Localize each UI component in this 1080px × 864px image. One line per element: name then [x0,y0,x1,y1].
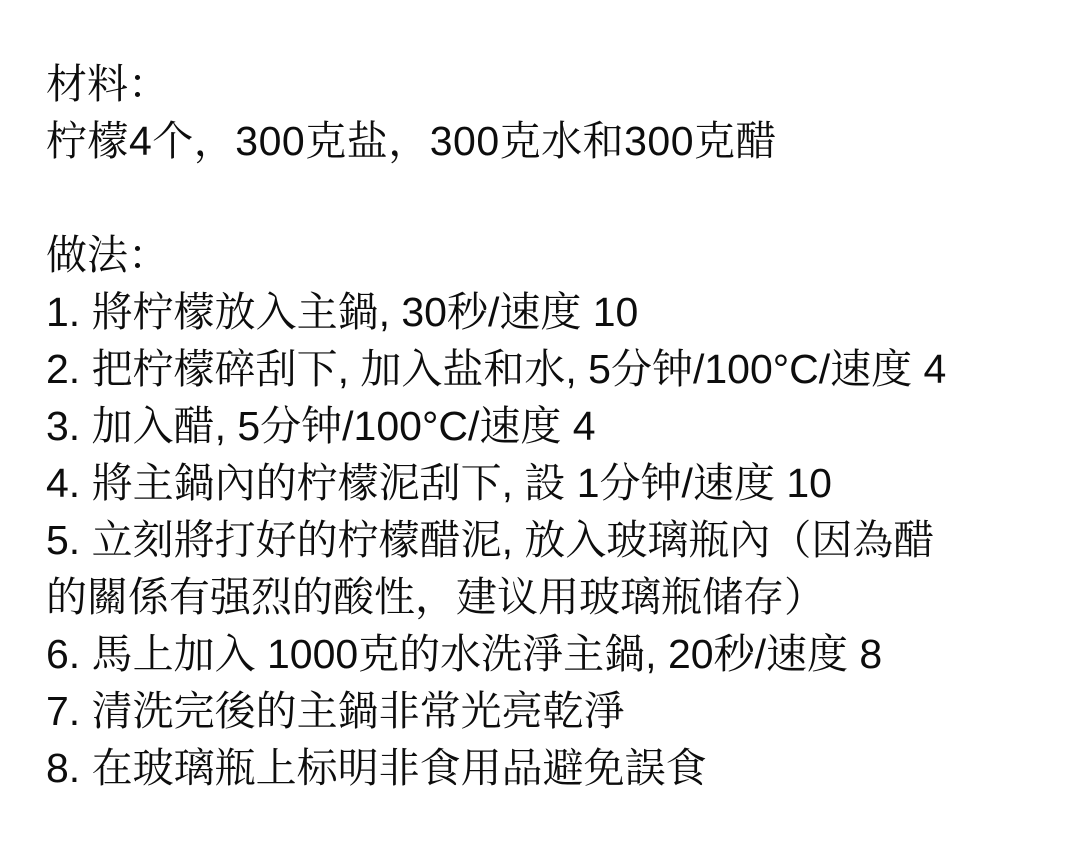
list-item [46,512,1040,626]
step-text: 6. 馬上加入 1000克的水洗淨主鍋, 20秒/速度 8 [46,631,883,677]
list-item [46,455,1040,512]
ingredients-line: 柠檬4个，300克盐，300克水和300克醋 [46,118,778,164]
method-step-list [46,284,1040,797]
list-item [46,341,1040,398]
list-item [46,683,1040,740]
step-text: 5. 立刻將打好的柠檬醋泥, 放入玻璃瓶內（因為醋 [46,517,935,563]
ingredients-heading: 材料： [46,61,169,107]
list-item [46,626,1040,683]
step-text: 8. 在玻璃瓶上标明非食用品避免誤食 [46,745,707,791]
list-item [46,740,1040,797]
list-item [46,284,1040,341]
step-text: 1. 將柠檬放入主鍋, 30秒/速度 10 [46,289,639,335]
method-heading: 做法： [46,232,169,278]
step-text: 3. 加入醋, 5分钟/100°C/速度 4 [46,403,596,449]
step-text: 2. 把柠檬碎刮下, 加入盐和水, 5分钟/100°C/速度 4 [46,346,947,392]
list-item [46,398,1040,455]
step-text: 7. 清洗完後的主鍋非常光亮乾淨 [46,688,625,734]
step-text-continuation: 的關係有强烈的酸性，建议用玻璃瓶储存） [46,574,825,620]
paragraph-spacer [46,170,1040,227]
step-text: 4. 將主鍋內的柠檬泥刮下, 設 1分钟/速度 10 [46,460,832,506]
